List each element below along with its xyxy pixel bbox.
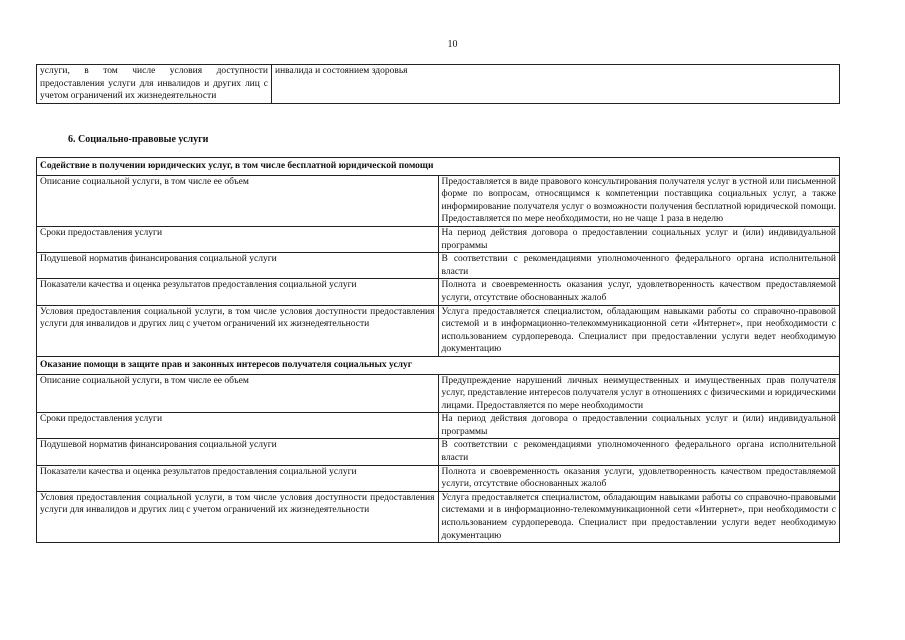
table-row [37,305,840,356]
row-label: Сроки предоставления услуги [37,413,439,439]
row-label: Показатели качества и оценка результатов предоставления социальной услуги [37,465,439,491]
table-row [37,175,840,226]
table-row [37,279,840,305]
row-label: Условия предоставления социальной услуги, в том числе условия доступности предоставления услуги для инвалидов и других лиц с учетом ограничений их жизнедеятельности [37,305,439,356]
row-value: Услуга предоставляется специалистом, обладающим навыками работы со справочно-правовыми системами и в информационно-телекоммуникационной сети «Интернет», при необходимости с использованием сурдоперевода. Специалист при предоставлении услуги ведет необходимую документацию [438,491,840,542]
service-title: Содействие в получении юридических услуг, в том числе бесплатной юридической помощи [37,158,840,176]
row-label: Сроки предоставления услуги [37,226,439,252]
row-label: Подушевой норматив финансирования социальной услуги [37,439,439,465]
service-header-row [37,158,840,176]
continuation-table [36,64,840,104]
row-value: Полнота и своевременность оказания услуги, удовлетворенность качеством предоставляемой услуги, отсутствие обоснованных жалоб [438,465,840,491]
row-label: услуги, в том числе условия доступности предоставления услуги для инвалидов и других лиц с учетом ограничений их жизнедеятельности [37,65,272,104]
table-row [37,65,840,104]
service-header-row [37,356,840,374]
row-value: Полнота и своевременность оказания услуг, удовлетворенность качеством предоставляемой услуги, отсутствие обоснованных жалоб [438,279,840,305]
row-label: Условия предоставления социальной услуги, в том числе условия доступности предоставления услуги для инвалидов и других лиц с учетом ограничений их жизнедеятельности [37,491,439,542]
row-value: Услуга предоставляется специалистом, обладающим навыками работы со справочно-правовой системой и в информационно-телекоммуникационной сети «Интернет», при необходимости с использованием сурдоперевода. Специалист при предоставлении услуги ведет необходимую документацию [438,305,840,356]
row-value: инвалида и состоянием здоровья [272,65,840,104]
section-title: 6. Социально-правовые услуги [68,134,209,145]
table-row [37,374,840,413]
table-row [37,439,840,465]
row-value: На период действия договора о предоставлении социальных услуг и (или) индивидуальной программы [438,226,840,252]
row-value: В соответствии с рекомендациями уполномоченного федерального органа исполнительной власти [438,253,840,279]
table-row [37,253,840,279]
row-value: Предупреждение нарушений личных неимущественных и имущественных прав получателя услуг, представление интересов получателя услуг в отношениях с физическими и юридическими лицами. Предоставляется по мере необходимости [438,374,840,413]
table-row [37,491,840,542]
row-value: Предоставляется в виде правового консультирования получателя услуг в устной или письменной форме по вопросам, относящимся к компетенции поставщика социальных услуг, а также информирование получателя услуг о возможности получения бесплатной юридической помощи. Предоставляется по мере необходимости, но не чаще 1 раза в неделю [438,175,840,226]
page-number: 10 [447,39,458,50]
row-label: Описание социальной услуги, в том числе ее объем [37,175,439,226]
services-table-body [37,158,840,543]
table-row [37,413,840,439]
row-label: Описание социальной услуги, в том числе ее объем [37,374,439,413]
services-table [36,157,840,543]
table-row [37,465,840,491]
service-title: Оказание помощи в защите прав и законных интересов получателя социальных услуг [37,356,840,374]
row-label: Показатели качества и оценка результатов предоставления социальной услуги [37,279,439,305]
row-label: Подушевой норматив финансирования социальной услуги [37,253,439,279]
table-row [37,226,840,252]
row-value: На период действия договора о предоставлении социальных услуг и (или) индивидуальной программы [438,413,840,439]
row-value: В соответствии с рекомендациями уполномоченного федерального органа исполнительной власти [438,439,840,465]
